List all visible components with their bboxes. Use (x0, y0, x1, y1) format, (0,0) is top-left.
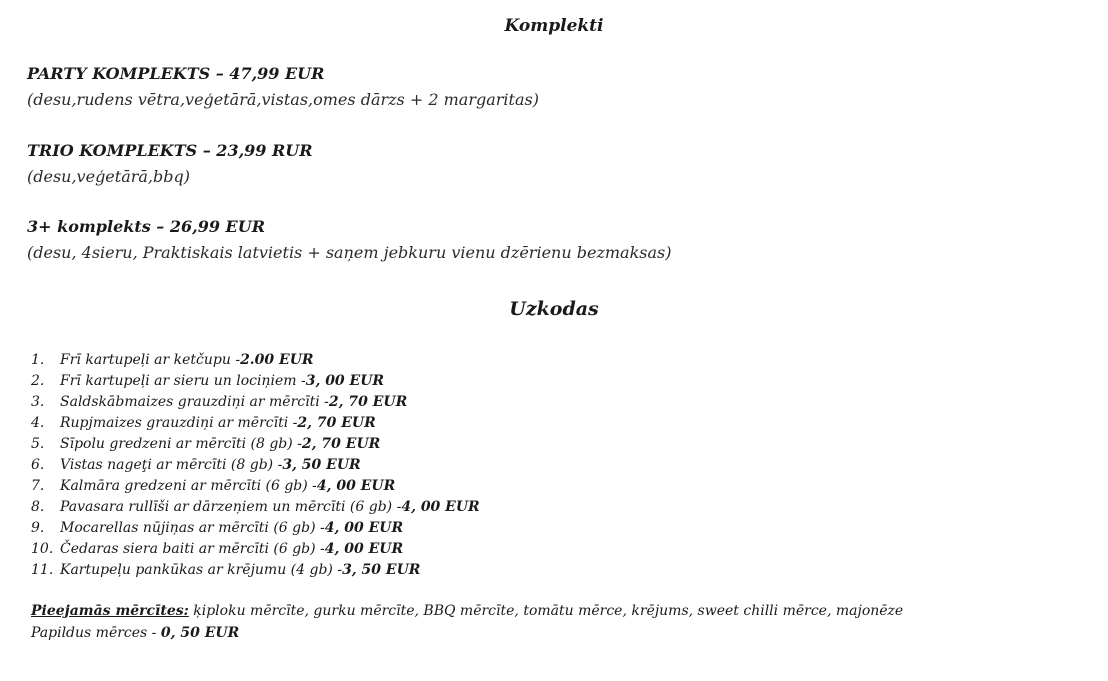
list-item (31, 562, 480, 583)
sauces-list: ķiploku mērcīte, gurku mērcīte, BBQ mērcīte, tomātu mērce, krējums, sweet chilli mērce, majonēze (188, 603, 904, 619)
snack-price: 2, 70 EUR (297, 415, 376, 431)
snack-price: 2.00 EUR (240, 352, 314, 368)
snack-name: Frī kartupeļi ar ketčupu - (60, 352, 241, 368)
list-number: 9. (31, 520, 45, 536)
sauces-label: Pieejamās mērcītes: (31, 603, 189, 619)
snack-name: Kartupeļu pankūkas ar krējumu (4 gb) - (60, 562, 343, 578)
list-number: 5. (31, 436, 45, 452)
snack-price: 3, 50 EUR (342, 562, 421, 578)
combo-desc-3plus: (desu, 4sieru, Praktiskais latvietis + saņem jebkuru vienu dzērienu bezmaksas) (27, 243, 672, 262)
list-number: 4. (31, 415, 45, 431)
extra-label: Papildus mērces - (31, 625, 161, 641)
list-item (31, 373, 480, 394)
combo-name-trio: TRIO KOMPLEKTS – 23,99 RUR (27, 141, 313, 160)
list-item (31, 541, 480, 562)
list-item (31, 478, 480, 499)
snack-price: 2, 70 EUR (301, 436, 381, 452)
list-item (31, 436, 480, 457)
snack-price: 4, 00 EUR (324, 541, 404, 557)
snack-price: 3, 50 EUR (282, 457, 361, 473)
list-number: 7. (31, 478, 45, 494)
komplekti-heading: Komplekti (504, 16, 604, 36)
snack-name: Rupjmaizes grauzdiņi ar mērcīti - (60, 415, 298, 431)
snacks-list (31, 352, 480, 583)
available-sauces (31, 603, 903, 619)
combo-name-3plus: 3+ komplekts – 26,99 EUR (27, 217, 265, 236)
list-item (31, 499, 480, 520)
snack-price: 4, 00 EUR (316, 478, 396, 494)
extra-sauces (31, 625, 239, 641)
snack-name: Mocarellas nūjiņas ar mērcīti (6 gb) - (60, 520, 325, 536)
list-item (31, 520, 480, 541)
combo-name-party: PARTY KOMPLEKTS – 47,99 EUR (27, 64, 325, 83)
snack-name: Sīpolu gredzeni ar mērcīti (8 gb) - (60, 436, 302, 452)
list-number: 8. (31, 499, 45, 515)
snack-name: Saldskābmaizes grauzdiņi ar mērcīti - (60, 394, 329, 410)
list-number: 3. (31, 394, 45, 410)
snack-price: 4, 00 EUR (324, 520, 404, 536)
list-item (31, 394, 480, 415)
combo-desc-trio: (desu,veģetārā,bbq) (27, 167, 190, 186)
uzkodas-heading: Uzkodas (509, 298, 599, 320)
snack-name: Frī kartupeļi ar sieru un lociņiem - (60, 373, 306, 389)
snack-price: 2, 70 EUR (328, 394, 408, 410)
combo-desc-party: (desu,rudens vētra,veģetārā,vistas,omes dārzs + 2 margaritas) (27, 90, 539, 109)
list-number: 1. (31, 352, 45, 368)
list-number: 2. (31, 373, 45, 389)
list-number: 11. (31, 562, 54, 578)
list-number: 6. (31, 457, 45, 473)
snack-name: Vistas nageţi ar mērcīti (8 gb) - (60, 457, 283, 473)
list-item (31, 352, 480, 373)
list-item (31, 415, 480, 436)
snack-name: Čedaras siera baiti ar mērcīti (6 gb) - (60, 541, 325, 557)
list-item (31, 457, 480, 478)
snack-price: 3, 00 EUR (305, 373, 385, 389)
snack-price: 4, 00 EUR (401, 499, 480, 515)
list-number: 10. (31, 541, 54, 557)
extra-price: 0, 50 EUR (160, 625, 240, 641)
snack-name: Kalmāra gredzeni ar mērcīti (6 gb) - (60, 478, 317, 494)
snack-name: Pavasara rullīši ar dārzeņiem un mērcīti (6 gb) - (60, 499, 402, 515)
